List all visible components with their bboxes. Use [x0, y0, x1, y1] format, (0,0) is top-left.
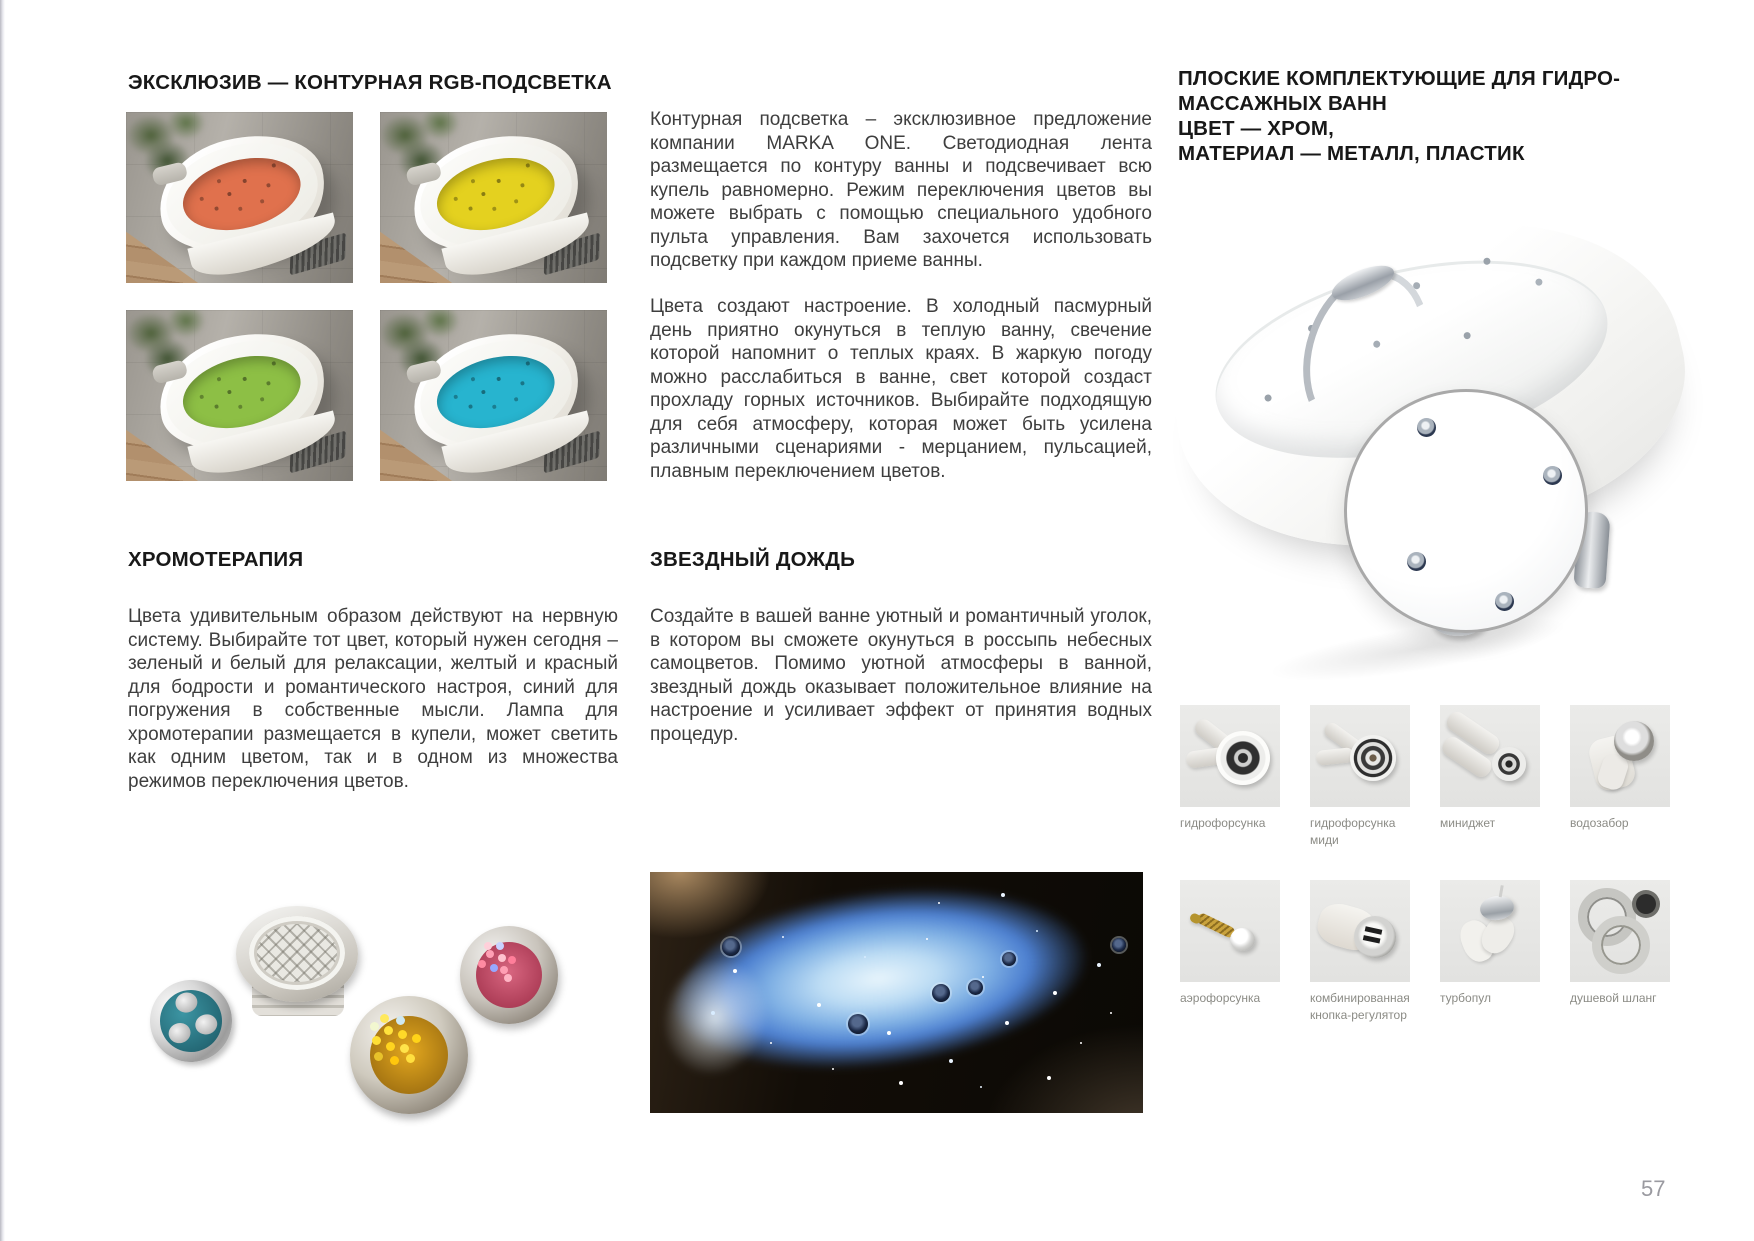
- jet-icon: [1495, 592, 1514, 611]
- chromo-lamps-photo: [138, 878, 558, 1123]
- bathtub-photo-cyan: [380, 310, 607, 481]
- component-image-hydro-jet: [1180, 705, 1280, 807]
- component-image-aero-jet: [1180, 880, 1280, 982]
- component-label: гидрофорсунка миди: [1310, 816, 1396, 847]
- component-image-water-intake: [1570, 705, 1670, 807]
- lamp-mesh-lens: [236, 906, 358, 1026]
- contour-paragraph-2: Цвета создают настроение. В холодный пасмурный день приятно окунуться в теплую ванну, свечение которой напомнит о теплых краях. В жаркую погоду можно расслабиться в ванне, свет которой создаст прохладу горных источников. Выбирайте подходящую для себя атмосферу, которая может быть усилена различными сценариями - мерцанием, пульсацией, плавным переключением цветов.: [650, 296, 1152, 482]
- components-title-line1: ПЛОСКИЕ КОМПЛЕКТУЮЩИЕ ДЛЯ ГИДРО-: [1178, 67, 1621, 90]
- page-number: 57: [1641, 1176, 1666, 1201]
- jet-icon: [722, 938, 740, 956]
- component-image-hydro-jet-midi: [1310, 705, 1410, 807]
- chromotherapy-paragraph: Цвета удивительным образом действуют на нервную систему. Выбирайте тот цвет, который нужен сегодня – зеленый и белый для релаксации, желтый и красный для бодрости и романтического настроя, синий для погружения в собственные мысли. Лампа для хромотерапии размещается в купели, может светить как одним цветом, так и в одном из множества режимов переключения цветов.: [128, 606, 618, 792]
- component-label: комбинированная кнопка-регулятор: [1310, 991, 1410, 1022]
- lamp-lens: [249, 916, 345, 990]
- exclusive-title: ЭКСКЛЮЗИВ — КОНТУРНАЯ RGB-ПОДСВЕТКА: [128, 71, 612, 94]
- bathtub-photo-orange: [126, 112, 353, 283]
- components-title: [1178, 66, 1708, 166]
- star-rain-photo: [650, 872, 1143, 1113]
- jet-icon: [932, 984, 950, 1002]
- led-face: [370, 1016, 448, 1094]
- component-label: гидрофорсунка: [1180, 816, 1266, 830]
- jet-icon: [1543, 466, 1562, 485]
- components-title-line2: МАССАЖНЫХ ВАНН: [1178, 92, 1388, 115]
- jet-icon: [848, 1014, 868, 1034]
- components-title-line4: МАТЕРИАЛ — МЕТАЛЛ, ПЛАСТИК: [1178, 142, 1525, 165]
- jet-icon: [1002, 952, 1016, 966]
- jet-icon: [968, 980, 983, 995]
- component-label: аэрофорсунка: [1180, 991, 1261, 1005]
- lamp-control-button: [141, 971, 240, 1070]
- component-image-combo-button: [1310, 880, 1410, 982]
- component-label: турбопул: [1440, 991, 1491, 1005]
- star-dots: [650, 872, 652, 874]
- lamp-red-led: [460, 926, 558, 1024]
- led-dots: [384, 1026, 393, 1035]
- hydro-bath-photo: [1178, 200, 1700, 697]
- component-label: миниджет: [1440, 816, 1496, 830]
- bathtub-photo-yellow: [380, 112, 607, 283]
- jet-icon: [1112, 938, 1126, 952]
- components-title-line3: ЦВЕТ — ХРОМ,: [1178, 117, 1335, 140]
- jet-icon: [1417, 418, 1436, 437]
- component-image-minijet: [1440, 705, 1540, 807]
- component-image-shower-hose: [1570, 880, 1670, 982]
- jet-icon: [1407, 552, 1426, 571]
- bathtub-photo-green: [126, 310, 353, 481]
- star-rain-paragraph: Создайте в вашей ванне уютный и романтичный уголок, в котором вы сможете окунуться в россыпь небесных самоцветов. Помимо уютной атмосферы в ванной, звездный дождь оказывает положительное влияние на настроение и усиливает эффект от принятия водных процедур.: [650, 606, 1152, 745]
- star-rain-title: ЗВЕЗДНЫЙ ДОЖДЬ: [650, 548, 856, 571]
- lamp-yellow-led: [350, 996, 468, 1114]
- component-image-turbopool: [1440, 880, 1540, 982]
- component-label: душевой шланг: [1570, 991, 1657, 1005]
- contour-paragraph-1: Контурная подсветка – эксклюзивное предложение компании MARKA ONE. Светодиодная лента размещается по контуру ванны и подсвечивает всю купель равномерно. Режим переключения цветов вы можете выбрать с помощью специального удобного пульта управления. Вам захочется использовать подсветку при каждом приеме ванны.: [650, 109, 1152, 271]
- chromotherapy-title: ХРОМОТЕРАПИЯ: [128, 548, 304, 571]
- component-label: водозабор: [1570, 816, 1629, 830]
- page-edge-strip: [0, 0, 5, 1241]
- magnifier-circle: [1344, 389, 1588, 633]
- led-dots: [486, 950, 494, 958]
